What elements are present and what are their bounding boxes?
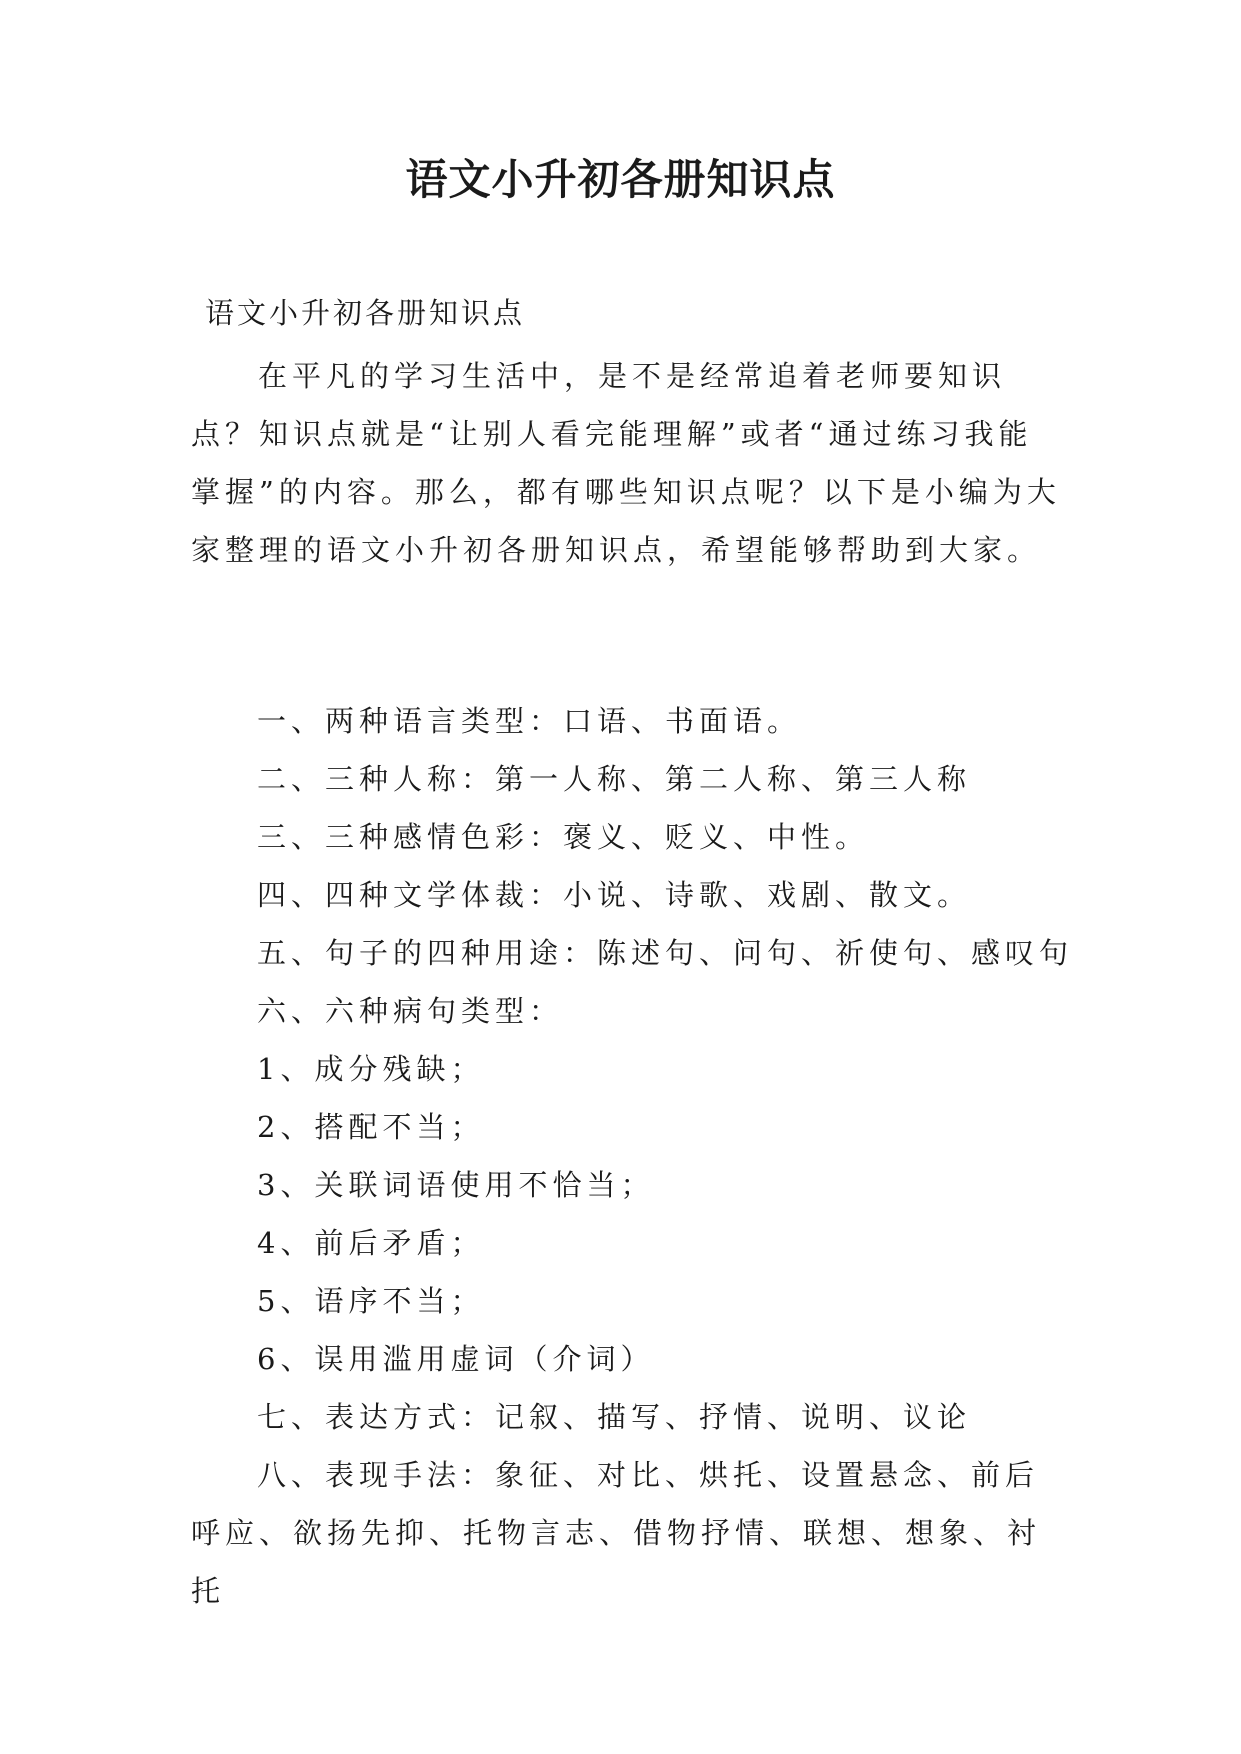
list-item: 四、四种文学体裁：小说、诗歌、戏剧、散文。 (257, 878, 972, 912)
list-item: 七、表达方式：记叙、描写、抒情、说明、议论 (257, 1400, 972, 1434)
list-item: 八、表现手法：象征、对比、烘托、设置悬念、前后呼应、欲扬先抑、托物言志、借物抒情、联想、想象、衬托 (191, 1458, 1042, 1608)
list-item: 2、搭配不当； (257, 1110, 485, 1144)
list-item: 4、前后矛盾； (257, 1226, 485, 1260)
list-item: 6、误用滥用虚词（介词） (257, 1342, 655, 1376)
list-item: 1、成分残缺； (257, 1052, 485, 1086)
knowledge-list (191, 692, 1074, 1620)
document-title: 语文小升初各册知识点 (405, 155, 836, 204)
list-item: 五、句子的四种用途：陈述句、问句、祈使句、感叹句 (257, 936, 1074, 970)
list-item: 一、两种语言类型：口语、书面语。 (257, 704, 802, 738)
intro-paragraph: 在平凡的学习生活中，是不是经常追着老师要知识点？知识点就是“让别人看完能理解”或者“通过练习我能掌握”的内容。那么，都有哪些知识点呢？以下是小编为大家整理的语文小升初各册知识点，希望能够帮助到大家。 (191, 359, 1061, 567)
list-item: 3、关联词语使用不恰当； (257, 1168, 655, 1202)
list-item: 二、三种人称：第一人称、第二人称、第三人称 (257, 762, 972, 796)
list-item: 三、三种感情色彩：褒义、贬义、中性。 (257, 820, 870, 854)
list-item: 六、六种病句类型： (257, 994, 564, 1028)
list-item: 5、语序不当； (257, 1284, 485, 1318)
document-subtitle: 语文小升初各册知识点 (205, 296, 526, 330)
